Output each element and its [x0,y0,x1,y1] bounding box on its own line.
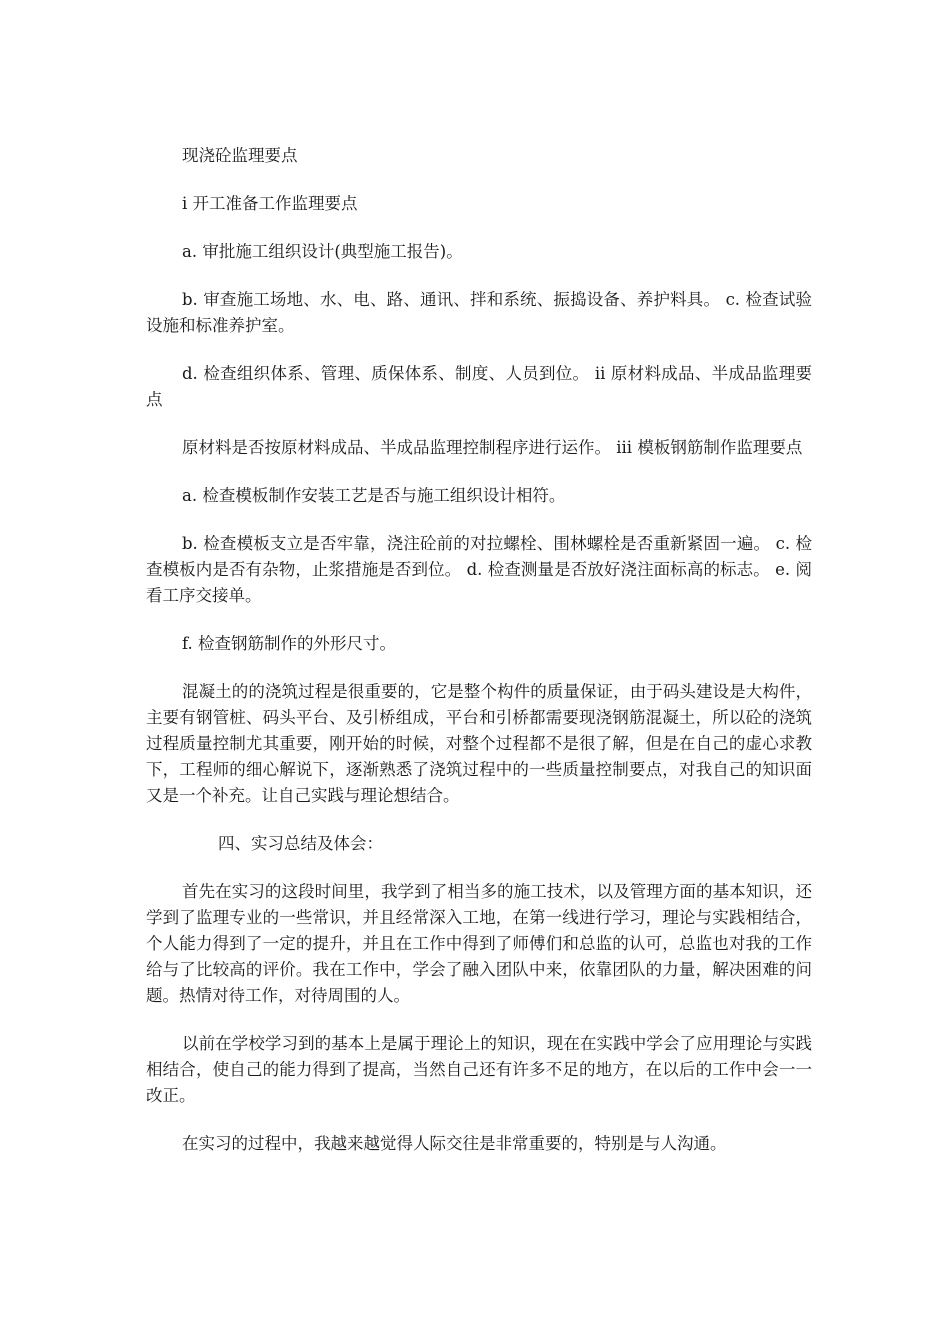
section-heading: 四、实习总结及体会： [218,834,383,853]
list-item: f. 检查钢筋制作的外形尺寸。 [182,634,397,653]
list-item: a. 审批施工组织设计(典型施工报告)。 [182,242,463,261]
body-paragraph: 混凝土的的浇筑过程是很重要的，它是整个构件的质量保证，由于码头建设是大构件，主要有钢管桩、码头平台、及引桥组成，平台和引桥都需要现浇钢筋混凝土，所以砼的浇筑过程质量控制尤其重要，刚开始的时候，对整个过程都不是很了解，但是在自己的虚心求教下，工程师的细心解说下，逐渐熟悉了浇筑过程中的一些质量控制要点，对我自己的知识面又是一个补充。让自己实践与理论想结合。 [146,682,812,805]
subsection-heading: i 开工准备工作监理要点 [182,194,358,213]
body-paragraph: 原材料是否按原材料成品、半成品监理控制程序进行运作。 iii 模板钢筋制作监理要点 [182,438,803,457]
list-item: d. 检查组织体系、管理、质保体系、制度、人员到位。 ii 原材料成品、半成品监理要点 [146,364,812,409]
list-item: b. 检查模板支立是否牢靠，浇注砼前的对拉螺栓、围林螺栓是否重新紧固一遍。 c. 检查模板内是否有杂物，止浆措施是否到位。 d. 检查测量是否放好浇注面标高的标志。 e. 阅看工序交接单。 [146,534,812,605]
list-item: a. 检查模板制作安装工艺是否与施工组织设计相符。 [182,486,566,505]
list-item: b. 审查施工场地、水、电、路、通讯、拌和系统、振捣设备、养护料具。 c. 检查试验设施和标准养护室。 [146,290,812,335]
body-paragraph: 以前在学校学习到的基本上是属于理论上的知识，现在在实践中学会了应用理论与实践相结合，使自己的能力得到了提高，当然自己还有许多不足的地方，在以后的工作中会一一改正。 [146,1034,812,1105]
body-paragraph: 首先在实习的这段时间里，我学到了相当多的施工技术，以及管理方面的基本知识，还学到了监理专业的一些常识，并且经常深入工地，在第一线进行学习，理论与实践相结合，个人能力得到了一定的提升，并且在工作中得到了师傅们和总监的认可，总监也对我的工作给与了比较高的评价。我在工作中，学会了融入团队中来，依靠团队的力量，解决困难的问题。热情对待工作，对待周围的人。 [146,882,812,1005]
document-body [146,143,812,1179]
body-paragraph: 在实习的过程中，我越来越觉得人际交往是非常重要的，特别是与人沟通。 [182,1134,727,1153]
section-title: 现浇砼监理要点 [182,146,298,165]
